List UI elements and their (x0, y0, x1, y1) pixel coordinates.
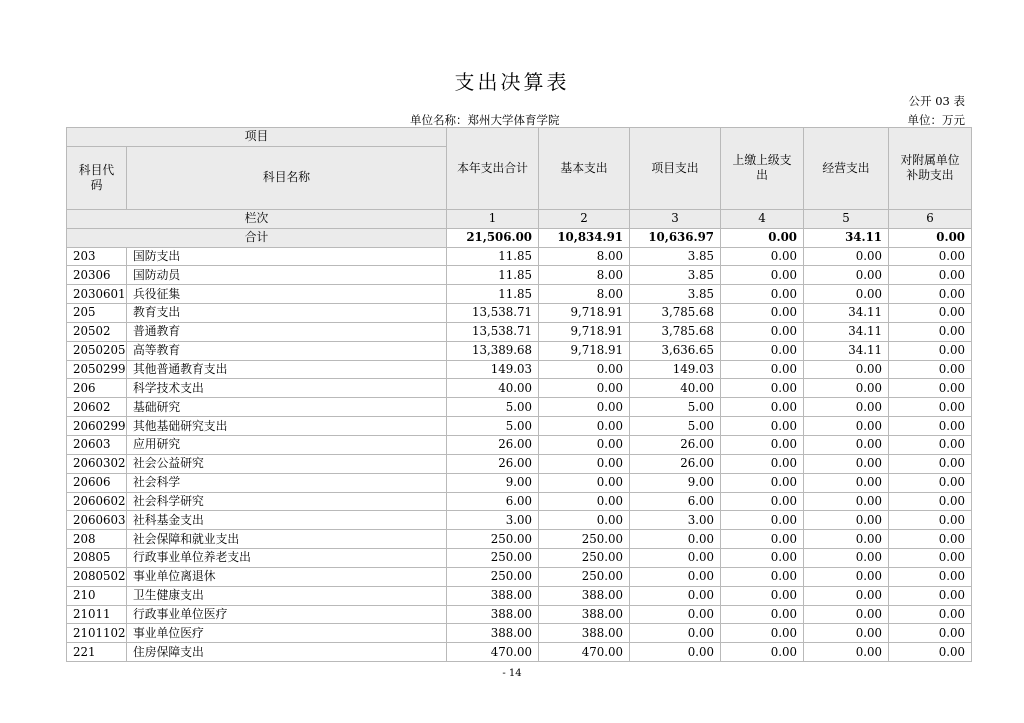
total-col3: 10,636.97 (630, 228, 721, 247)
table-row (67, 586, 972, 605)
row-value-col3: 5.00 (630, 417, 721, 436)
row-value-col1: 388.00 (447, 586, 539, 605)
row-value-col6: 0.00 (889, 266, 972, 285)
row-name: 科学技术支出 (127, 379, 447, 398)
table-row (67, 304, 972, 323)
row-code: 205 (67, 304, 127, 323)
row-value-col5: 0.00 (804, 285, 889, 304)
row-value-col3: 6.00 (630, 492, 721, 511)
row-value-col5: 34.11 (804, 322, 889, 341)
page-title: 支出决算表 (454, 70, 570, 94)
page-number: - 14 (502, 668, 522, 679)
row-value-col3: 3,785.68 (630, 304, 721, 323)
row-value-col6: 0.00 (889, 247, 972, 266)
row-value-col4: 0.00 (721, 549, 804, 568)
row-code: 2050299 (67, 360, 127, 379)
row-name: 应用研究 (127, 435, 447, 454)
row-value-col5: 0.00 (804, 360, 889, 379)
column-number-2: 2 (539, 209, 630, 228)
table-row (67, 605, 972, 624)
row-value-col3: 3.85 (630, 266, 721, 285)
table-row (67, 266, 972, 285)
table-body (67, 128, 972, 662)
row-name: 社会保障和就业支出 (127, 530, 447, 549)
row-value-col4: 0.00 (721, 530, 804, 549)
row-value-col6: 0.00 (889, 549, 972, 568)
row-value-col4: 0.00 (721, 643, 804, 662)
table-row (67, 435, 972, 454)
row-value-col5: 0.00 (804, 492, 889, 511)
row-value-col6: 0.00 (889, 473, 972, 492)
row-code: 2101102 (67, 624, 127, 643)
row-value-col1: 388.00 (447, 624, 539, 643)
row-value-col2: 250.00 (539, 567, 630, 586)
row-value-col1: 40.00 (447, 379, 539, 398)
row-value-col1: 26.00 (447, 454, 539, 473)
row-value-col2: 250.00 (539, 530, 630, 549)
row-value-col5: 0.00 (804, 247, 889, 266)
row-value-col5: 34.11 (804, 341, 889, 360)
row-value-col3: 0.00 (630, 624, 721, 643)
expenditure-table (66, 127, 972, 662)
column-number-5: 5 (804, 209, 889, 228)
total-label: 合计 (67, 228, 447, 247)
row-value-col6: 0.00 (889, 360, 972, 379)
row-value-col4: 0.00 (721, 285, 804, 304)
table-row (67, 379, 972, 398)
row-value-col2: 9,718.91 (539, 322, 630, 341)
row-name: 基础研究 (127, 398, 447, 417)
table-row (67, 549, 972, 568)
row-value-col3: 9.00 (630, 473, 721, 492)
row-name: 其他普通教育支出 (127, 360, 447, 379)
row-value-col1: 250.00 (447, 549, 539, 568)
row-value-col3: 3.00 (630, 511, 721, 530)
row-value-col1: 13,538.71 (447, 304, 539, 323)
row-value-col6: 0.00 (889, 322, 972, 341)
row-value-col2: 388.00 (539, 624, 630, 643)
row-value-col5: 0.00 (804, 454, 889, 473)
row-name: 普通教育 (127, 322, 447, 341)
unit-name: 单位名称：郑州大学体育学院 (410, 113, 560, 127)
row-value-col3: 26.00 (630, 454, 721, 473)
row-value-col5: 0.00 (804, 435, 889, 454)
row-name: 事业单位离退休 (127, 567, 447, 586)
row-value-col2: 8.00 (539, 266, 630, 285)
row-code: 221 (67, 643, 127, 662)
table-row (67, 247, 972, 266)
row-value-col1: 13,389.68 (447, 341, 539, 360)
row-value-col2: 0.00 (539, 360, 630, 379)
row-value-col5: 0.00 (804, 530, 889, 549)
row-code: 203 (67, 247, 127, 266)
row-value-col2: 250.00 (539, 549, 630, 568)
row-value-col2: 0.00 (539, 454, 630, 473)
row-value-col4: 0.00 (721, 322, 804, 341)
row-value-col4: 0.00 (721, 567, 804, 586)
row-value-col1: 250.00 (447, 530, 539, 549)
row-value-col1: 9.00 (447, 473, 539, 492)
row-value-col2: 8.00 (539, 285, 630, 304)
row-value-col4: 0.00 (721, 360, 804, 379)
row-value-col1: 250.00 (447, 567, 539, 586)
table-row (67, 624, 972, 643)
row-code: 20602 (67, 398, 127, 417)
row-name: 教育支出 (127, 304, 447, 323)
row-value-col5: 0.00 (804, 643, 889, 662)
table-row (67, 417, 972, 436)
row-value-col1: 11.85 (447, 285, 539, 304)
row-value-col6: 0.00 (889, 454, 972, 473)
row-value-col4: 0.00 (721, 304, 804, 323)
row-value-col5: 0.00 (804, 586, 889, 605)
row-value-col3: 3.85 (630, 285, 721, 304)
column-number-label: 栏次 (67, 209, 447, 228)
row-value-col4: 0.00 (721, 511, 804, 530)
row-value-col4: 0.00 (721, 379, 804, 398)
row-value-col5: 34.11 (804, 304, 889, 323)
column-number-6: 6 (889, 209, 972, 228)
column-number-3: 3 (630, 209, 721, 228)
header-code: 科目代码 (67, 146, 127, 209)
row-code: 2080502 (67, 567, 127, 586)
row-value-col4: 0.00 (721, 247, 804, 266)
row-value-col5: 0.00 (804, 266, 889, 285)
row-value-col5: 0.00 (804, 549, 889, 568)
row-value-col1: 470.00 (447, 643, 539, 662)
row-value-col2: 9,718.91 (539, 304, 630, 323)
row-value-col5: 0.00 (804, 605, 889, 624)
row-value-col2: 0.00 (539, 511, 630, 530)
row-value-col2: 0.00 (539, 473, 630, 492)
row-value-col3: 0.00 (630, 530, 721, 549)
row-value-col5: 0.00 (804, 511, 889, 530)
row-value-col6: 0.00 (889, 379, 972, 398)
header-col1: 本年支出合计 (447, 128, 539, 210)
row-value-col1: 3.00 (447, 511, 539, 530)
table-row (67, 360, 972, 379)
row-code: 20805 (67, 549, 127, 568)
row-value-col1: 5.00 (447, 417, 539, 436)
row-value-col3: 3.85 (630, 247, 721, 266)
row-code: 2050205 (67, 341, 127, 360)
table-row (67, 341, 972, 360)
row-value-col4: 0.00 (721, 624, 804, 643)
row-value-col6: 0.00 (889, 285, 972, 304)
row-value-col2: 388.00 (539, 605, 630, 624)
column-number-1: 1 (447, 209, 539, 228)
row-value-col6: 0.00 (889, 605, 972, 624)
row-value-col4: 0.00 (721, 473, 804, 492)
row-value-col2: 388.00 (539, 586, 630, 605)
row-value-col3: 3,636.65 (630, 341, 721, 360)
row-name: 行政事业单位医疗 (127, 605, 447, 624)
row-value-col1: 11.85 (447, 247, 539, 266)
row-value-col3: 149.03 (630, 360, 721, 379)
row-name: 社科基金支出 (127, 511, 447, 530)
row-name: 事业单位医疗 (127, 624, 447, 643)
total-col5: 34.11 (804, 228, 889, 247)
row-name: 社会科学 (127, 473, 447, 492)
row-code: 206 (67, 379, 127, 398)
table-row (67, 398, 972, 417)
column-number-row (67, 209, 972, 228)
form-number: 公开 03 表 (908, 94, 965, 108)
row-value-col3: 0.00 (630, 605, 721, 624)
row-value-col5: 0.00 (804, 398, 889, 417)
row-code: 21011 (67, 605, 127, 624)
row-code: 208 (67, 530, 127, 549)
row-code: 2060602 (67, 492, 127, 511)
row-name: 社会公益研究 (127, 454, 447, 473)
row-value-col6: 0.00 (889, 624, 972, 643)
row-value-col6: 0.00 (889, 435, 972, 454)
row-code: 20502 (67, 322, 127, 341)
row-value-col2: 470.00 (539, 643, 630, 662)
header-item: 项目 (67, 128, 447, 147)
row-value-col4: 0.00 (721, 398, 804, 417)
row-value-col2: 9,718.91 (539, 341, 630, 360)
row-value-col5: 0.00 (804, 379, 889, 398)
header-col6: 对附属单位补助支出 (889, 128, 972, 210)
total-col4: 0.00 (721, 228, 804, 247)
table-row (67, 473, 972, 492)
row-value-col3: 0.00 (630, 567, 721, 586)
row-value-col4: 0.00 (721, 417, 804, 436)
row-name: 社会科学研究 (127, 492, 447, 511)
row-value-col3: 40.00 (630, 379, 721, 398)
table-row (67, 530, 972, 549)
table-row (67, 643, 972, 662)
row-value-col1: 6.00 (447, 492, 539, 511)
row-value-col2: 0.00 (539, 435, 630, 454)
row-value-col3: 5.00 (630, 398, 721, 417)
table-row (67, 492, 972, 511)
row-value-col4: 0.00 (721, 266, 804, 285)
total-row (67, 228, 972, 247)
row-value-col3: 0.00 (630, 586, 721, 605)
table-row (67, 567, 972, 586)
row-value-col6: 0.00 (889, 398, 972, 417)
row-name: 行政事业单位养老支出 (127, 549, 447, 568)
row-code: 2060603 (67, 511, 127, 530)
row-code: 20306 (67, 266, 127, 285)
row-code: 210 (67, 586, 127, 605)
row-value-col1: 388.00 (447, 605, 539, 624)
row-value-col6: 0.00 (889, 492, 972, 511)
header-col2: 基本支出 (539, 128, 630, 210)
row-value-col1: 149.03 (447, 360, 539, 379)
row-value-col6: 0.00 (889, 530, 972, 549)
row-value-col6: 0.00 (889, 341, 972, 360)
row-name: 国防动员 (127, 266, 447, 285)
header-col3: 项目支出 (630, 128, 721, 210)
row-value-col2: 8.00 (539, 247, 630, 266)
row-value-col6: 0.00 (889, 643, 972, 662)
row-value-col2: 0.00 (539, 379, 630, 398)
row-value-col1: 11.85 (447, 266, 539, 285)
row-value-col2: 0.00 (539, 398, 630, 417)
row-name: 卫生健康支出 (127, 586, 447, 605)
row-value-col6: 0.00 (889, 567, 972, 586)
row-value-col6: 0.00 (889, 304, 972, 323)
row-value-col5: 0.00 (804, 624, 889, 643)
column-number-4: 4 (721, 209, 804, 228)
table-row (67, 285, 972, 304)
row-code: 20603 (67, 435, 127, 454)
row-code: 2060302 (67, 454, 127, 473)
row-value-col5: 0.00 (804, 567, 889, 586)
row-value-col5: 0.00 (804, 473, 889, 492)
total-col6: 0.00 (889, 228, 972, 247)
total-col2: 10,834.91 (539, 228, 630, 247)
row-value-col4: 0.00 (721, 492, 804, 511)
row-code: 2030601 (67, 285, 127, 304)
row-value-col1: 26.00 (447, 435, 539, 454)
row-value-col2: 0.00 (539, 492, 630, 511)
header-row-top (67, 128, 972, 147)
unit-of-measure: 单位：万元 (907, 113, 965, 127)
row-name: 国防支出 (127, 247, 447, 266)
row-value-col4: 0.00 (721, 586, 804, 605)
row-value-col3: 0.00 (630, 643, 721, 662)
row-code: 20606 (67, 473, 127, 492)
row-name: 高等教育 (127, 341, 447, 360)
row-value-col6: 0.00 (889, 511, 972, 530)
row-value-col5: 0.00 (804, 417, 889, 436)
row-value-col4: 0.00 (721, 341, 804, 360)
row-value-col2: 0.00 (539, 417, 630, 436)
row-name: 住房保障支出 (127, 643, 447, 662)
row-value-col1: 13,538.71 (447, 322, 539, 341)
row-value-col3: 3,785.68 (630, 322, 721, 341)
header-name: 科目名称 (127, 146, 447, 209)
row-value-col4: 0.00 (721, 454, 804, 473)
row-value-col4: 0.00 (721, 435, 804, 454)
table-row (67, 454, 972, 473)
header-col4: 上缴上级支出 (721, 128, 804, 210)
row-code: 2060299 (67, 417, 127, 436)
row-value-col3: 0.00 (630, 549, 721, 568)
table-row (67, 322, 972, 341)
row-name: 其他基础研究支出 (127, 417, 447, 436)
row-value-col1: 5.00 (447, 398, 539, 417)
row-value-col6: 0.00 (889, 417, 972, 436)
row-value-col6: 0.00 (889, 586, 972, 605)
row-value-col4: 0.00 (721, 605, 804, 624)
row-name: 兵役征集 (127, 285, 447, 304)
table-row (67, 511, 972, 530)
total-col1: 21,506.00 (447, 228, 539, 247)
row-value-col3: 26.00 (630, 435, 721, 454)
header-col5: 经营支出 (804, 128, 889, 210)
